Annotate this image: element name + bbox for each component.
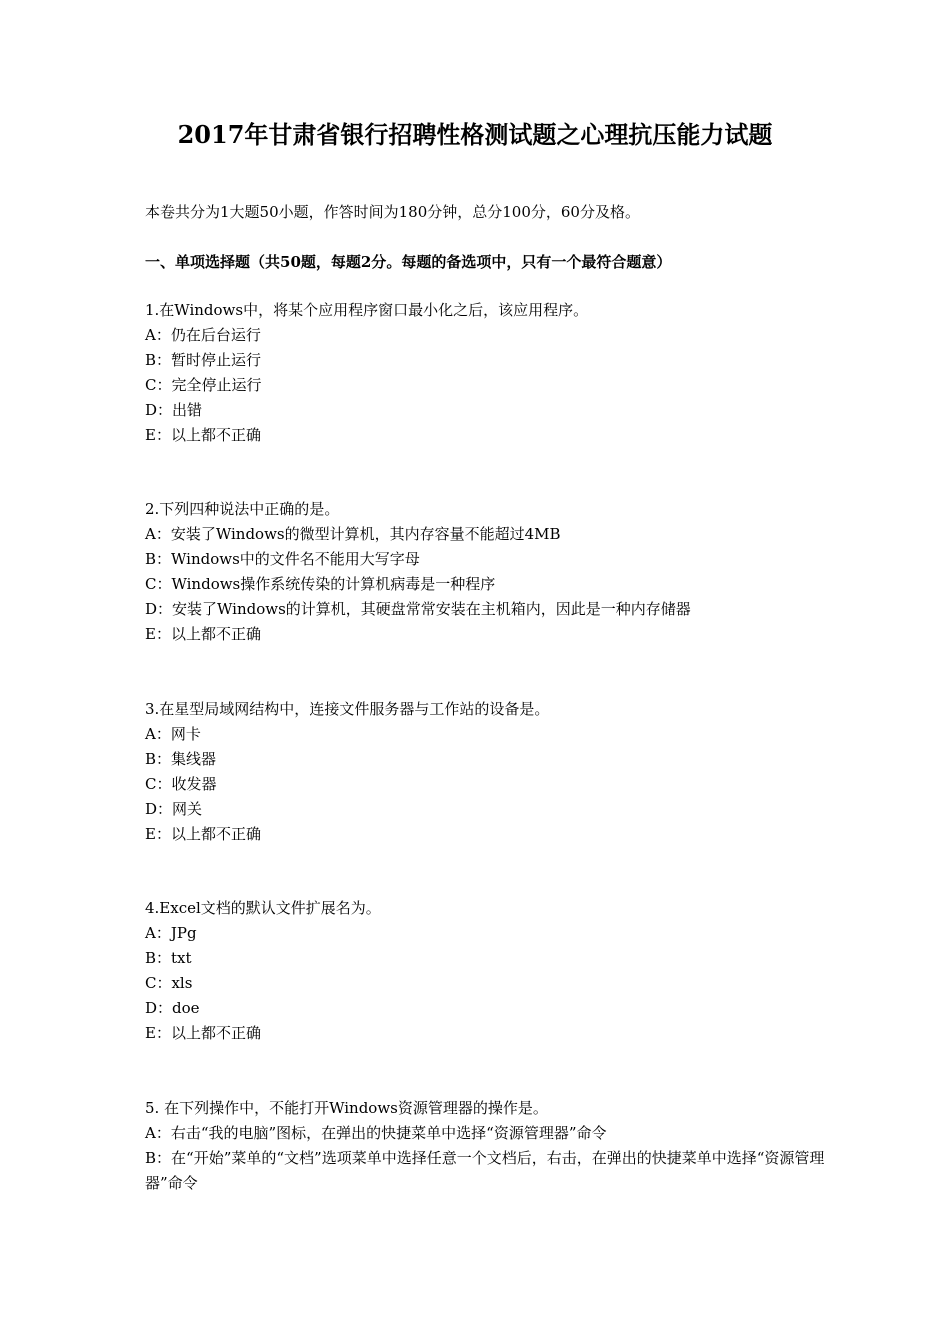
question-3: [145, 697, 825, 847]
document-title: 2017年甘肃省银行招聘性格测试题之心理抗压能力试题: [177, 120, 773, 149]
option-d: D：安装了Windows的计算机，其硬盘常常安装在主机箱内，因此是一种内存储器: [145, 600, 691, 618]
option-b: B：在“开始”菜单的“文档”选项菜单中选择任意一个文档后，右击，在弹出的快捷菜单中选择“资源管理器”命令: [145, 1149, 825, 1192]
option-e: E：以上都不正确: [145, 1024, 261, 1042]
option-a: A：安装了Windows的微型计算机，其内存容量不能超过4MB: [145, 525, 561, 543]
option-d: D：doe: [145, 999, 200, 1017]
option-c: C：收发器: [145, 775, 217, 793]
option-e: E：以上都不正确: [145, 625, 261, 643]
option-a: A：右击“我的电脑”图标，在弹出的快捷菜单中选择“资源管理器”命令: [145, 1124, 607, 1142]
option-e: E：以上都不正确: [145, 825, 261, 843]
question-4: [145, 896, 825, 1046]
option-b: B：暂时停止运行: [145, 351, 262, 369]
question-stem: 5. 在下列操作中，不能打开Windows资源管理器的操作是。: [145, 1099, 548, 1117]
option-e: E：以上都不正确: [145, 426, 261, 444]
option-d: D：网关: [145, 800, 203, 818]
question-stem: 1.在Windows中，将某个应用程序窗口最小化之后，该应用程序。: [145, 301, 589, 319]
option-b: B：集线器: [145, 750, 217, 768]
option-d: D：出错: [145, 401, 203, 419]
option-a: A：仍在后台运行: [145, 326, 261, 344]
question-stem: 3.在星型局域网结构中，连接文件服务器与工作站的设备是。: [145, 700, 550, 718]
section-heading: 一、单项选择题（共50题，每题2分。每题的备选项中，只有一个最符合题意）: [145, 253, 672, 271]
option-a: A：JPg: [145, 924, 197, 942]
question-1: [145, 298, 825, 448]
option-a: A：网卡: [145, 725, 201, 743]
question-stem: 2.下列四种说法中正确的是。: [145, 500, 340, 518]
option-b: B：txt: [145, 949, 192, 967]
option-c: C：Windows操作系统传染的计算机病毒是一种程序: [145, 575, 496, 593]
question-5: [145, 1096, 825, 1196]
option-c: C：完全停止运行: [145, 376, 262, 394]
exam-intro: 本卷共分为1大题50小题，作答时间为180分钟，总分100分，60分及格。: [145, 203, 640, 221]
option-c: C：xls: [145, 974, 193, 992]
option-b: B：Windows中的文件名不能用大写字母: [145, 550, 420, 568]
question-2: [145, 497, 825, 647]
question-stem: 4.Excel文档的默认文件扩展名为。: [145, 899, 381, 917]
